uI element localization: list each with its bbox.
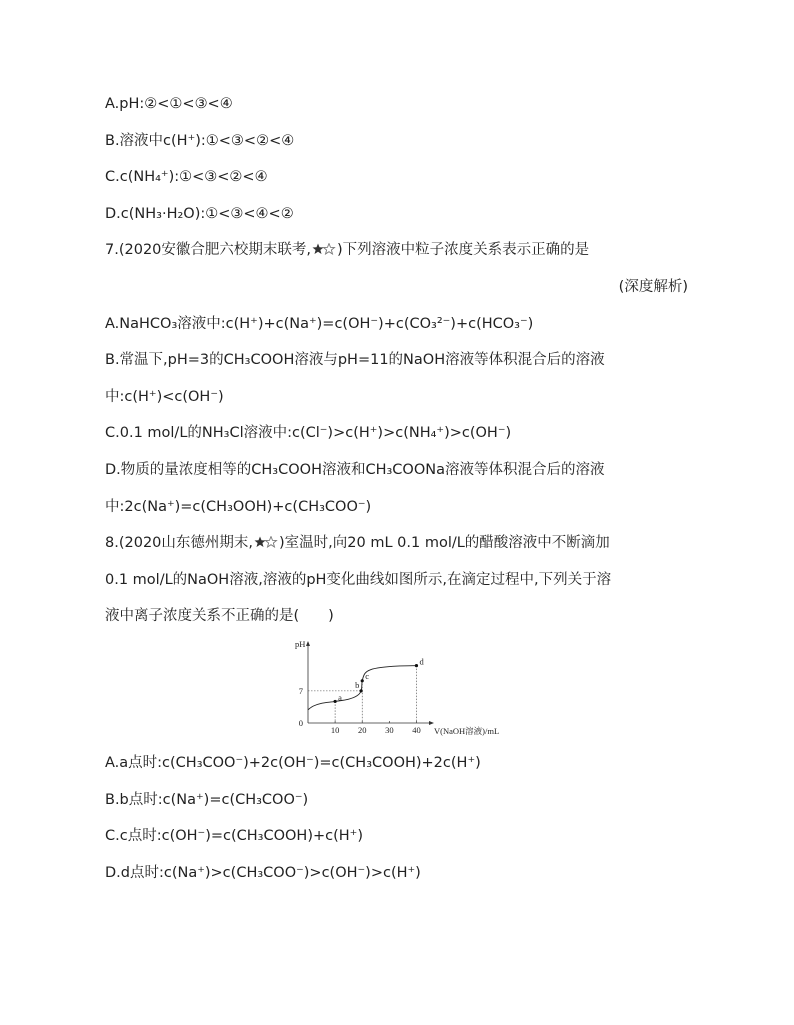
- question8-option-d: D.d点时:c(Na⁺)>c(CH₃COO⁻)>c(OH⁻)>c(H⁺): [105, 865, 421, 882]
- question8-option-b: B.b点时:c(Na⁺)=c(CH₃COO⁻): [105, 791, 309, 808]
- point-c-label: c: [365, 670, 370, 681]
- question7-tag: (深度解析): [618, 278, 688, 295]
- question7-option-b-line2: 中:c(H⁺)<c(OH⁻): [105, 388, 224, 405]
- document-body: [105, 86, 705, 892]
- point-b-marker: [360, 689, 363, 692]
- question6-option-a: A.pH:②<①<③<④: [105, 96, 233, 112]
- question8-option-a: A.a点时:c(CH₃COO⁻)+2c(OH⁻)=c(CH₃COOH)+2c(H⁺): [105, 755, 481, 772]
- point-b-label: b: [355, 679, 360, 690]
- question7-option-d-line1: D.物质的量浓度相等的CH₃COOH溶液和CH₃COONa溶液等体积混合后的溶液: [105, 461, 605, 478]
- question8-option-c: C.c点时:c(OH⁻)=c(CH₃COOH)+c(H⁺): [105, 828, 363, 845]
- x-tick-label: 30: [385, 724, 394, 735]
- point-a-label: a: [338, 692, 342, 703]
- question7-option-a: A.NaHCO₃溶液中:c(H⁺)+c(Na⁺)=c(OH⁻)+c(CO₃²⁻)+c(HCO₃⁻): [105, 315, 534, 332]
- x-tick-label: 20: [357, 724, 367, 735]
- question8-stem-line1-end: )室温时,向20 mL 0.1 mol/L的醋酸溶液中不断滴加: [279, 535, 610, 552]
- point-a-marker: [334, 700, 337, 703]
- star-rating-icon: [254, 536, 278, 548]
- question8-stem-start: 8.(2020山东德州期末,: [105, 535, 254, 552]
- x-axis-label: V(NaOH溶液)/mL: [434, 725, 500, 736]
- star-rating-icon: [312, 243, 336, 255]
- question8-stem-line1: [105, 525, 695, 562]
- question7-stem-end: )下列溶液中粒子浓度关系表示正确的是: [337, 242, 590, 259]
- question7-stem: [105, 232, 695, 269]
- y-axis-label: pH: [295, 638, 306, 649]
- x-tick-label: 40: [412, 724, 421, 735]
- question8-stem-line2: 0.1 mol/L的NaOH溶液,溶液的pH变化曲线如图所示,在滴定过程中,下列关于溶: [105, 571, 612, 588]
- titration-figure: [105, 635, 705, 745]
- question8-stem-line3: 液中离子浓度关系不正确的是( ): [105, 608, 334, 625]
- question6-option-b: B.溶液中c(H⁺):①<③<②<④: [105, 132, 295, 149]
- question7-stem-start: 7.(2020安徽合肥六校期末联考,: [105, 242, 312, 259]
- y-tick-label: 0: [298, 717, 303, 728]
- y-tick-label: 7: [298, 685, 303, 696]
- point-d-label: d: [419, 656, 424, 667]
- question6-option-d: D.c(NH₃·H₂O):①<③<④<②: [105, 205, 294, 222]
- point-d-marker: [415, 664, 418, 667]
- x-tick-label: 10: [330, 724, 340, 735]
- question7-option-b-line1: B.常温下,pH=3的CH₃COOH溶液与pH=11的NaOH溶液等体积混合后的溶液: [105, 352, 605, 369]
- titration-curve-chart: [285, 635, 525, 745]
- question7-option-c: C.0.1 mol/L的NH₃Cl溶液中:c(Cl⁻)>c(H⁺)>c(NH₄⁺)>c(OH⁻): [105, 425, 512, 442]
- question7-option-d-line2: 中:2c(Na⁺)=c(CH₃OOH)+c(CH₃COO⁻): [105, 498, 372, 515]
- x-axis-arrow: [429, 721, 434, 725]
- question6-option-c: C.c(NH₄⁺):①<③<②<④: [105, 169, 268, 186]
- point-c-marker: [361, 679, 364, 682]
- y-axis-arrow: [306, 641, 310, 646]
